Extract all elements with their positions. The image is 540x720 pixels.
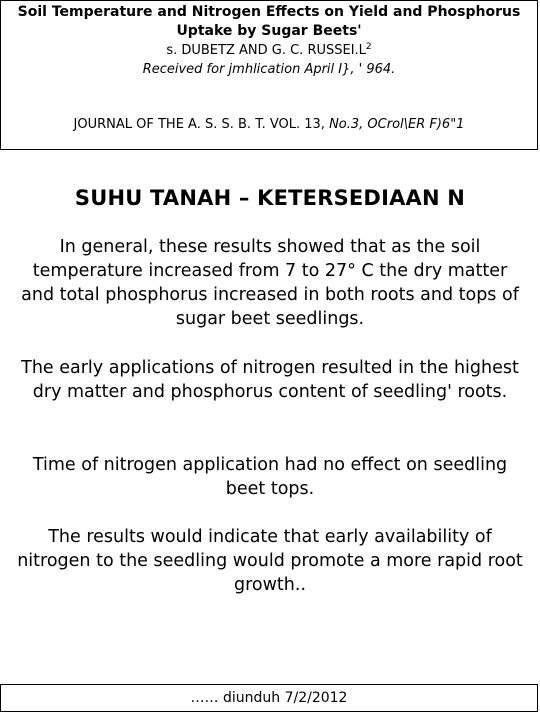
citation-header-box (0, 0, 538, 150)
download-footer: …… diunduh 7/2/2012 (0, 684, 538, 712)
article-authors (1, 41, 537, 60)
journal-citation-main: JOURNAL OF THE A. S. S. B. T. VOL. 13, (73, 117, 330, 132)
journal-citation-issue: No.3, OCrol\ER F)6"1 (329, 117, 465, 132)
authors-text: s. DUBETZ AND G. C. RUSSEI.L (166, 43, 366, 58)
authors-footnote-mark: 2 (365, 42, 372, 52)
article-title: Soil Temperature and Nitrogen Effects on Yield and Phosphorus Uptake by Sugar Beets' (17, 4, 521, 39)
paragraph-nitrogen-timing: Time of nitrogen application had no effect on seedling beet tops. (32, 455, 508, 499)
paragraph-early-nitrogen: The early applications of nitrogen resulted in the highest dry matter and phosphorus content of seedling' roots. (21, 358, 519, 402)
paragraph-soil-temperature: In general, these results showed that as the soil temperature increased from 7 to 27° C the dry matter and total phosphorus increased in both roots and tops of sugar beet seedlings. (21, 237, 519, 329)
paragraph-conclusion: The results would indicate that early availability of nitrogen to the seedling would promote a more rapid root growth.. (17, 527, 523, 595)
journal-citation (1, 115, 537, 134)
received-date: Received for jmhlication April I}, ' 964. (142, 62, 396, 77)
section-heading: SUHU TANAH – KETERSEDIAAN N (74, 186, 466, 210)
